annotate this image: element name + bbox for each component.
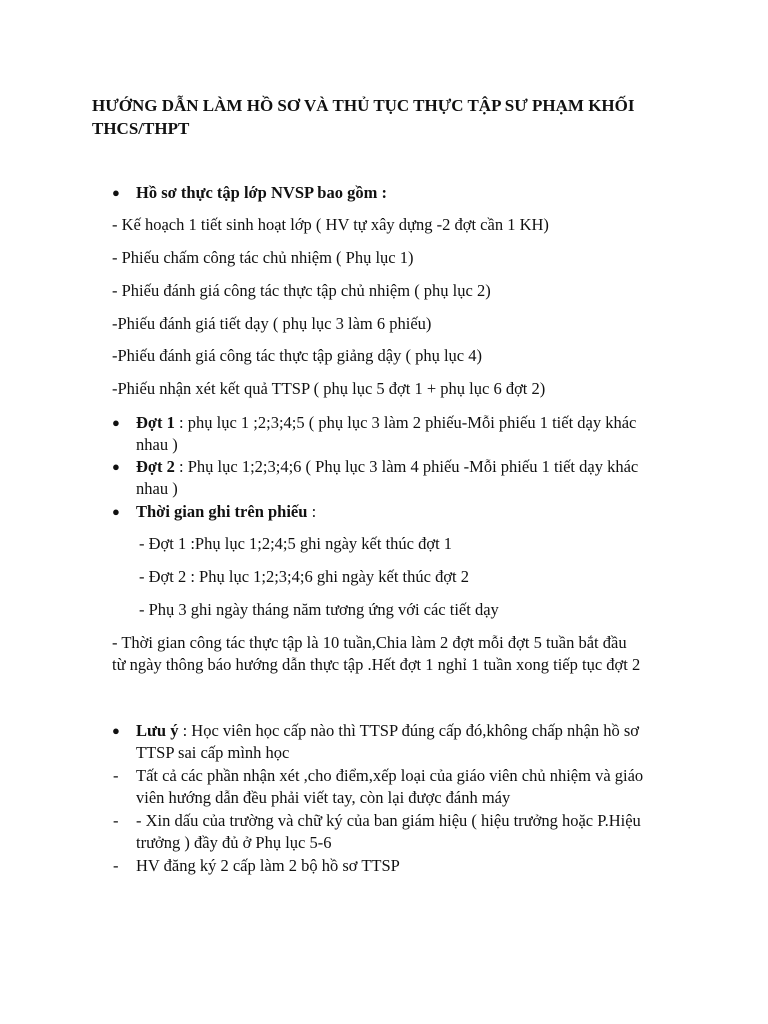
dash-item: - Xin dấu của trường và chữ ký của ban giám hiệu ( hiệu trưởng hoặc P.Hiệu <box>136 811 641 830</box>
document-title-line-2: THCS/THPT <box>92 119 190 138</box>
dot1-label: Đợt 1 <box>136 413 175 432</box>
dot2-item <box>136 456 638 478</box>
dot1-item <box>136 412 636 434</box>
time-label: Thời gian ghi trên phiếu <box>136 502 308 521</box>
dot1-text: : phụ lục 1 ;2;3;4;5 ( phụ lục 3 làm 2 phiếu-Mỗi phiếu 1 tiết dạy khác <box>174 413 637 432</box>
list-item: -Phiếu nhận xét kết quả TTSP ( phụ lục 5 đợt 1 + phụ lục 6 đợt 2) <box>112 379 546 398</box>
dash-marker: - <box>113 856 119 875</box>
dot2-text-cont: nhau ) <box>136 479 178 498</box>
time-line: - Đợt 1 :Phụ lục 1;2;4;5 ghi ngày kết thúc đợt 1 <box>139 534 453 553</box>
dot2-label: Đợt 2 <box>136 457 175 476</box>
section-heading: Hồ sơ thực tập lớp NVSP bao gồm : <box>136 183 387 202</box>
document-title-line-1: HƯỚNG DẪN LÀM HỒ SƠ VÀ THỦ TỤC THỰC TẬP SƯ PHẠM KHỐI <box>92 96 635 115</box>
bullet-icon: ● <box>112 504 120 519</box>
note-text-cont: TTSP sai cấp mình học <box>136 743 290 762</box>
duration-line-1: - Thời gian công tác thực tập là 10 tuần,Chia làm 2 đợt mỗi đợt 5 tuần bắt đầu <box>112 633 627 652</box>
dot1-text-cont: nhau ) <box>136 435 178 454</box>
time-suffix: : <box>307 502 317 521</box>
dash-marker: - <box>113 766 119 785</box>
list-item: -Phiếu đánh giá tiết dạy ( phụ lục 3 làm 6 phiếu) <box>112 314 432 333</box>
dash-item: Tất cả các phần nhận xét ,cho điểm,xếp loại của giáo viên chủ nhiệm và giáo <box>136 766 644 785</box>
list-item: - Phiếu chấm công tác chủ nhiệm ( Phụ lục 1) <box>112 248 414 267</box>
bullet-icon: ● <box>112 415 120 430</box>
bullet-icon: ● <box>112 459 120 474</box>
note-item <box>136 720 639 742</box>
list-item: - Phiếu đánh giá công tác thực tập chủ nhiệm ( phụ lục 2) <box>112 281 491 300</box>
dash-item-cont: viên hướng dẫn đều phải viết tay, còn lại được đánh máy <box>136 788 511 807</box>
duration-line-2: từ ngày thông báo hướng dẫn thực tập .Hết đợt 1 nghỉ 1 tuần xong tiếp tục đợt 2 <box>112 655 641 674</box>
dash-marker: - <box>113 811 119 830</box>
list-item: - Kế hoạch 1 tiết sinh hoạt lớp ( HV tự xây dựng -2 đợt cần 1 KH) <box>112 215 549 234</box>
dash-item-cont: trưởng ) đầy đủ ở Phụ lục 5-6 <box>136 833 332 852</box>
list-item: -Phiếu đánh giá công tác thực tập giảng dậy ( phụ lục 4) <box>112 346 483 365</box>
dash-item: HV đăng ký 2 cấp làm 2 bộ hồ sơ TTSP <box>136 856 400 875</box>
time-line: - Phụ 3 ghi ngày tháng năm tương ứng với các tiết dạy <box>139 600 499 619</box>
time-line: - Đợt 2 : Phụ lục 1;2;3;4;6 ghi ngày kết thúc đợt 2 <box>139 567 470 586</box>
time-heading <box>136 501 316 523</box>
note-text: : Học viên học cấp nào thì TTSP đúng cấp đó,không chấp nhận hồ sơ <box>178 721 640 740</box>
bullet-icon: ● <box>112 723 120 738</box>
bullet-icon: ● <box>112 185 120 200</box>
dot2-text: : Phụ lục 1;2;3;4;6 ( Phụ lục 3 làm 4 phiếu -Mỗi phiếu 1 tiết dạy khác <box>174 457 639 476</box>
note-label: Lưu ý <box>136 721 179 740</box>
